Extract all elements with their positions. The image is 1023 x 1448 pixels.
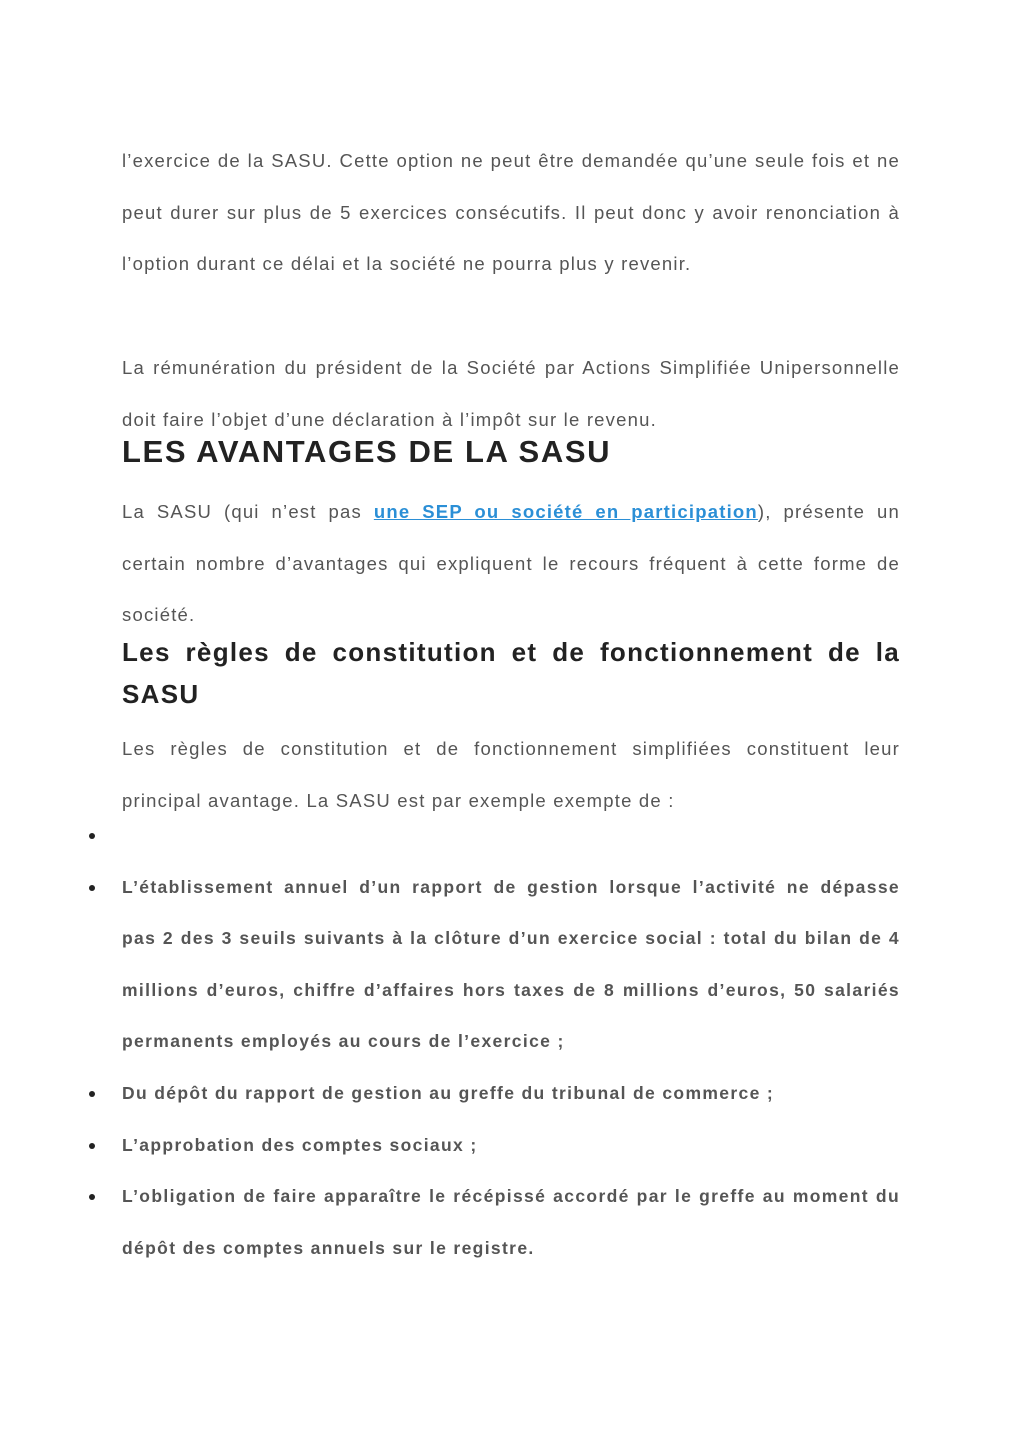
bullet-icon [89,885,95,891]
bullet-icon [89,833,95,839]
bullet-icon [89,1091,95,1097]
list-item-empty [0,810,900,862]
list-item-text: Du dépôt du rapport de gestion au greffe du tribunal de commerce ; [122,1082,775,1103]
paragraph-avantages-text-before: La SASU (qui n’est pas [122,501,374,522]
exemption-list [0,810,1023,1274]
paragraph-option-is: l’exercice de la SASU. Cette option ne peut être demandée qu’une seule fois et ne peut durer sur plus de 5 exercices consécutifs. Il peut donc y avoir renonciation à l’option durant ce délai et la société ne pourra plus y revenir. [122,150,900,275]
paragraph-avantages-intro [122,486,900,641]
list-item-depot-rapport [0,1068,900,1120]
list-item-approbation-comptes [0,1120,900,1172]
paragraph-avantages-text-after: ), présente un certain nombre d’avantages qui expliquent le recours fréquent à cette forme de société. [122,501,900,626]
paragraph-remuneration: La rémunération du président de la Société par Actions Simplifiée Unipersonnelle doit faire l’objet d’une déclaration à l’impôt sur le revenu. [122,357,900,430]
list-item-text: L’approbation des comptes sociaux ; [122,1134,478,1155]
list-item-text: L’obligation de faire apparaître le récépissé accordé par le greffe au moment du dépôt des comptes annuels sur le registre. [122,1186,900,1258]
heading-avantages: LES AVANTAGES DE LA SASU [122,434,612,469]
bullet-icon [89,1143,95,1149]
list-item-recepisse [0,1171,900,1274]
paragraph-regles-intro: Les règles de constitution et de fonctionnement simplifiées constituent leur principal avantage. La SASU est par exemple exempte de : [122,738,900,811]
list-item-rapport-gestion [0,862,900,1068]
list-item-text: L’établissement annuel d’un rapport de gestion lorsque l’activité ne dépasse pas 2 des 3 seuils suivants à la clôture d’un exercice social : total du bilan de 4 millions d’euros, chiffre d’affaires hors taxes de 8 millions d’euros, 50 salariés permanents employés au cours de l’exercice ; [122,876,900,1052]
heading-regles-constitution: Les règles de constitution et de fonctionnement de la SASU [122,637,900,709]
link-sep-societe-participation[interactable]: une SEP ou société en participation [373,501,758,522]
bullet-icon [89,1194,95,1200]
